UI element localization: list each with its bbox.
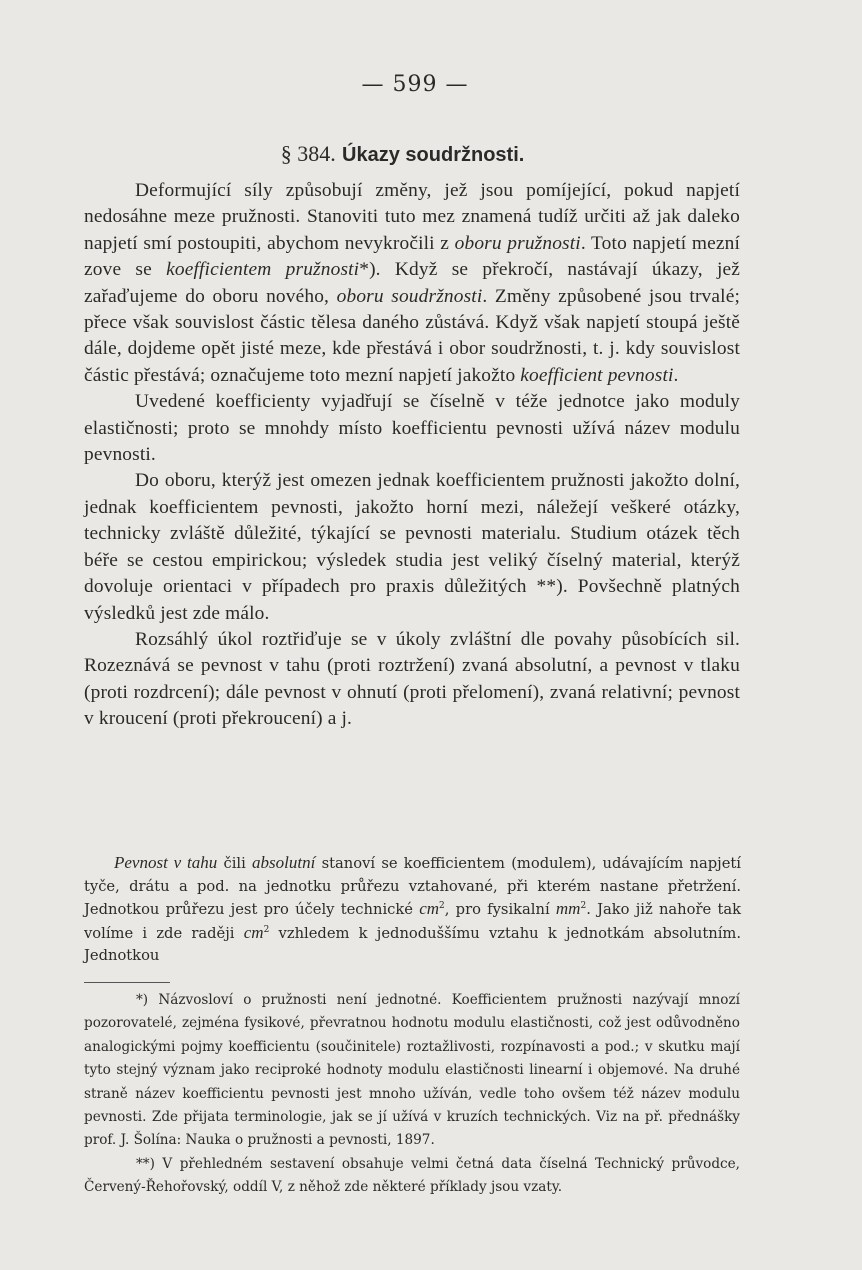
text-run: vzhledem k jednoduššímu vztahu k jednotkám absolutním. Jednotkou: [84, 924, 741, 965]
paragraph-5: [84, 852, 741, 968]
unit: cm: [419, 899, 440, 919]
unit: cm: [243, 922, 264, 942]
body-text: [84, 178, 740, 733]
text-run: .: [673, 364, 679, 386]
page-number: — 599 —: [361, 72, 469, 97]
text-run: . Jako již nahoře tak volíme i zde raději: [84, 901, 741, 942]
paragraph-3: Do oboru, kterýž jest omezen jednak koefficientem pružnosti jakožto dolní, jednak koefficientem pevnosti, jakožto horní mezi, náležejí veškeré otázky, technicky zvláště důležité, týkající se pevnosti materialu. Studium otázek těch béře se cestou empirickou; výsledek studia jest veliký číselný material, kterýž dovoluje orientaci v případech pro praxis důležitých **). Povšechně platných výsledků jest zde málo.: [84, 470, 740, 624]
text-run: . Změny způsobené jsou trvalé; přece však souvislost částic tělesa daného zůstává. Když však napjetí stoupá ještě dále, dojdeme opět jisté meze, kde přestává i obor soudržnosti, t. j. kdy souvislost částic přestává; označujeme toto mezní napjetí jakožto: [84, 285, 740, 386]
text-run: čili: [217, 855, 253, 872]
superscript: 2: [580, 901, 587, 912]
italic-term: absolutní: [252, 853, 316, 872]
unit: mm: [555, 899, 581, 919]
section-number: § 384.: [280, 141, 336, 166]
footnote-divider: [84, 982, 170, 983]
text-run: *). Když se překročí, nastávají úkazy, jež zařaďujeme do oboru nového,: [84, 259, 740, 307]
paragraph-4: Rozsáhlý úkol roztřiďuje se v úkoly zvláštní dle povahy působících sil. Rozeznává se pevnost v tahu (proti roztržení) zvaná absolutní, a pevnost v tlaku (proti rozdrcení); dále pevnost v ohnutí (proti přelomení), zvaná relativní; pevnost v kroucení (proti překroucení) a j.: [84, 628, 740, 730]
italic-term: koefficientem pružnosti: [166, 259, 360, 281]
text-run: Deformující síly způsobují změny, jež jsou pomíjející, pokud napjetí nedosáhne meze pružnosti. Stanoviti tuto mez znamená tudíž určiti až jak daleko napjetí smí postoupiti, abychom nevykročili z: [84, 180, 740, 254]
superscript: 2: [439, 901, 445, 912]
footnotes: [84, 989, 740, 1200]
small-print-paragraph: [84, 852, 741, 968]
superscript: 2: [263, 924, 270, 935]
italic-term: Pevnost v tahu: [114, 853, 218, 872]
italic-term: koefficient pevnosti: [520, 364, 674, 386]
italic-term: oboru pružnosti: [454, 232, 581, 254]
paragraph-2: Uvedené koefficienty vyjadřují se číselně v téže jednotce jako moduly elastičnosti; proto se mnohdy místo koefficientu pevnosti užívá název modulu pevnosti.: [84, 391, 740, 466]
text-run: . Toto napjetí mezní zove se: [84, 232, 741, 281]
italic-term: oboru soudržnosti: [336, 285, 483, 307]
footnote-2: **) V přehledném sestavení obsahuje velmi četná data číselná Technický průvodce, Červený-Řehořovský, oddíl V, z něhož zde některé příklady jsou vzaty.: [84, 1155, 740, 1196]
text-run: , pro fysikalní: [444, 901, 556, 919]
paragraph-1: [84, 178, 740, 389]
section-title: Úkazy soudržnosti.: [342, 144, 525, 166]
text-run: stanoví se koefficientem (modulem), udávajícím napjetí tyče, drátu a pod. na jednotku průřezu vztahované, při kterém nastane přetržení. Jednotkou průřezu jest pro účely technické: [84, 855, 741, 919]
section-heading: [0, 141, 805, 167]
footnote-1: *) Názvosloví o pružnosti není jednotné. Koefficientem pružnosti nazývají mnozí pozorovatelé, zejména fysikové, převratnou hodnotu modulu elastičnosti, což jest odůvodněno analogickými pojmy koefficientu (součinitele) roztažlivosti, rozpínavosti a pod.; v skutku mají tyto stejný význam jako reciproké hodnoty modulu elastičnosti linearní i objemové. Na druhé straně název koefficientu pevnosti jest mnoho užíván, vedle toho ovšem též název modulu pevnosti. Zde přijata terminologie, jak se jí užívá v kruzích technických. Viz na př. přednášky prof. J. Šolína: Nauka o pružnosti a pevnosti, 1897.: [84, 992, 740, 1149]
